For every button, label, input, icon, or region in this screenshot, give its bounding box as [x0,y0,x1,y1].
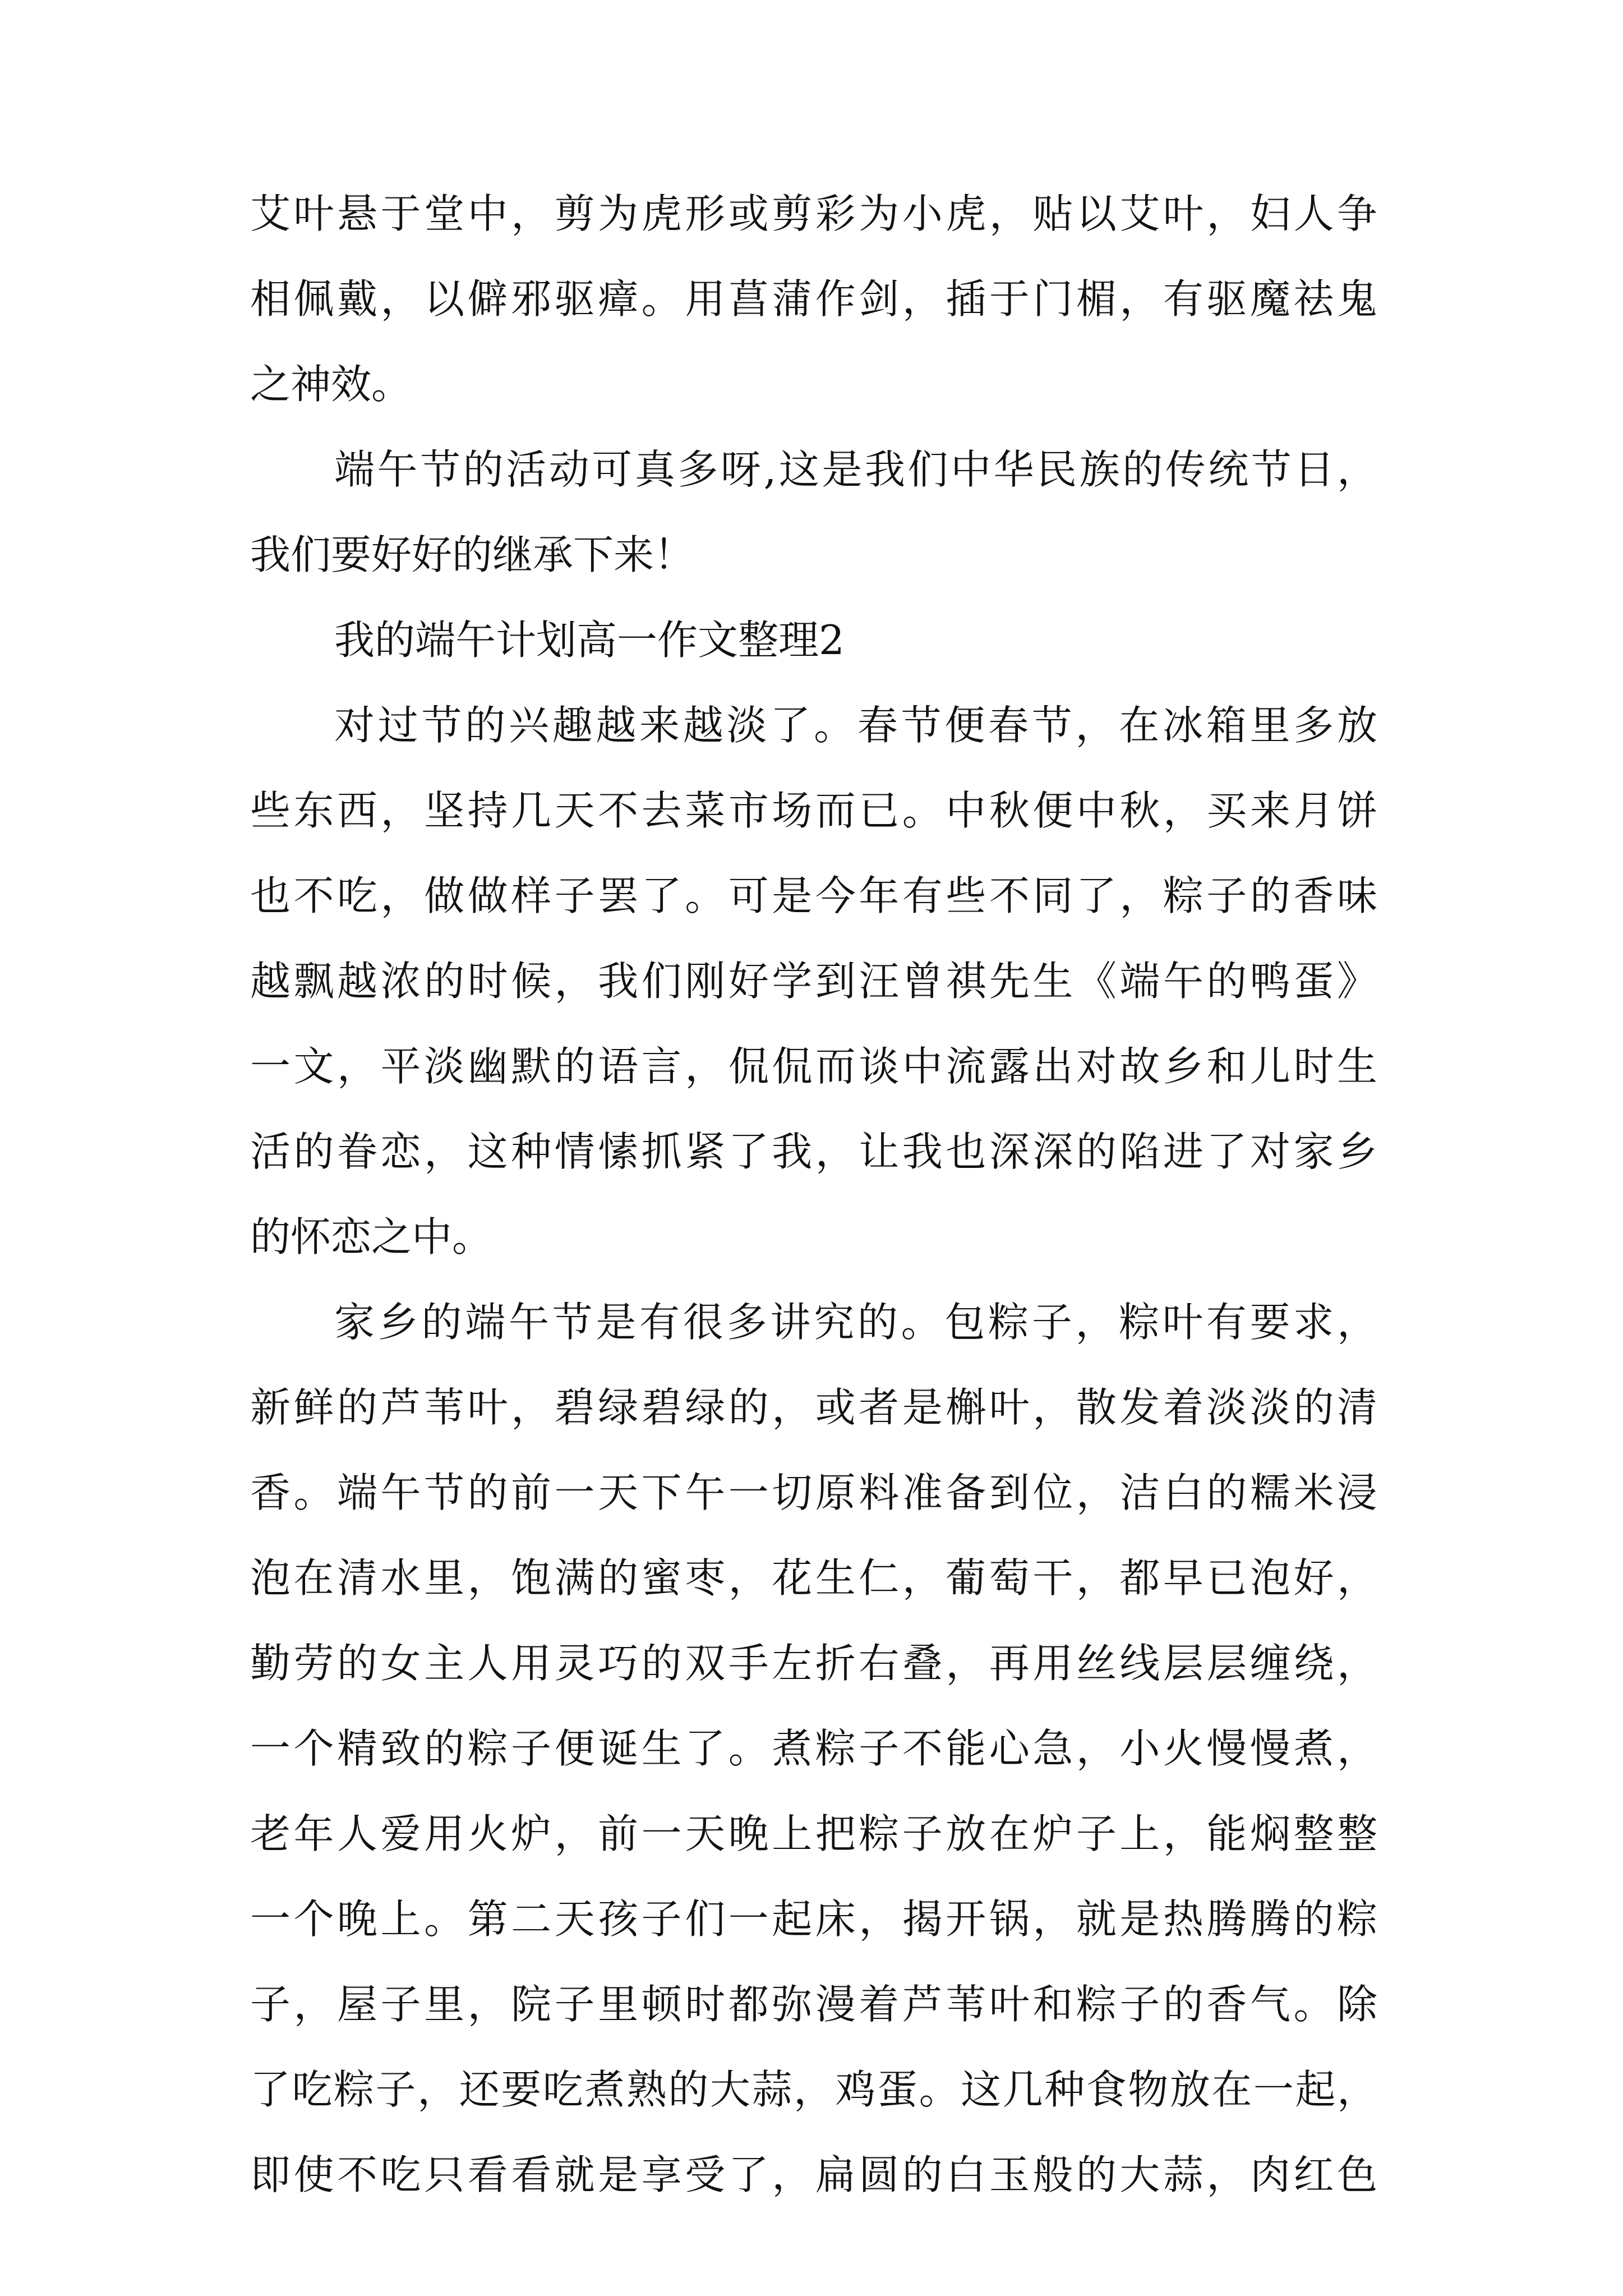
section-heading: 我的端午计划高一作文整理2 [334,616,845,664]
paragraph-line: 越飘越浓的时候，我们刚好学到汪曾祺先生《端午的鸭蛋》 [250,958,1377,1005]
paragraph-line: 的怀恋之中。 [250,1213,493,1260]
paragraph-line: 也不吃，做做样子罢了。可是今年有些不同了，粽子的香味 [250,872,1377,919]
paragraph-line: 之神效。 [250,361,412,408]
paragraph-line: 泡在清水里，饱满的蜜枣，花生仁，葡萄干，都早已泡好， [250,1554,1377,1602]
paragraph-line: 即使不吃只看看就是享受了，扁圆的白玉般的大蒜，肉红色 [250,2151,1377,2198]
paragraph-line: 勤劳的女主人用灵巧的双手左折右叠，再用丝线层层缠绕， [250,1640,1377,1687]
paragraph-line: 新鲜的芦苇叶，碧绿碧绿的，或者是槲叶，散发着淡淡的清 [250,1384,1377,1431]
paragraph-line: 家乡的端午节是有很多讲究的。包粽子，粽叶有要求， [334,1299,1377,1346]
paragraph-line: 老年人爱用火炉，前一天晚上把粽子放在炉子上，能焖整整 [250,1810,1377,1857]
paragraph-line: 香。端午节的前一天下午一切原料准备到位，洁白的糯米浸 [250,1469,1377,1516]
paragraph-line: 子，屋子里，院子里顿时都弥漫着芦苇叶和粽子的香气。除 [250,1981,1377,2028]
paragraph-line: 我们要好好的继承下来！ [250,531,695,578]
paragraph-line: 相佩戴，以僻邪驱瘴。用菖蒲作剑，插于门楣，有驱魔祛鬼 [250,275,1377,323]
document-body [250,171,1377,2217]
paragraph-line: 一个精致的粽子便诞生了。煮粽子不能心急，小火慢慢煮， [250,1725,1377,1772]
paragraph-line: 活的眷恋，这种情愫抓紧了我，让我也深深的陷进了对家乡 [250,1128,1377,1175]
paragraph-line: 对过节的兴趣越来越淡了。春节便春节，在冰箱里多放 [334,702,1377,749]
paragraph-line: 一个晚上。第二天孩子们一起床，揭开锅，就是热腾腾的粽 [250,1895,1377,1943]
paragraph-line: 些东西，坚持几天不去菜市场而已。中秋便中秋，买来月饼 [250,787,1377,834]
paragraph-line: 端午节的活动可真多呀,这是我们中华民族的传统节日， [334,446,1377,493]
paragraph-line: 一文，平淡幽默的语言，侃侃而谈中流露出对故乡和儿时生 [250,1043,1377,1090]
paragraph-line: 艾叶悬于堂中，剪为虎形或剪彩为小虎，贴以艾叶，妇人争 [250,190,1377,237]
paragraph-line: 了吃粽子，还要吃煮熟的大蒜，鸡蛋。这几种食物放在一起， [250,2066,1377,2113]
